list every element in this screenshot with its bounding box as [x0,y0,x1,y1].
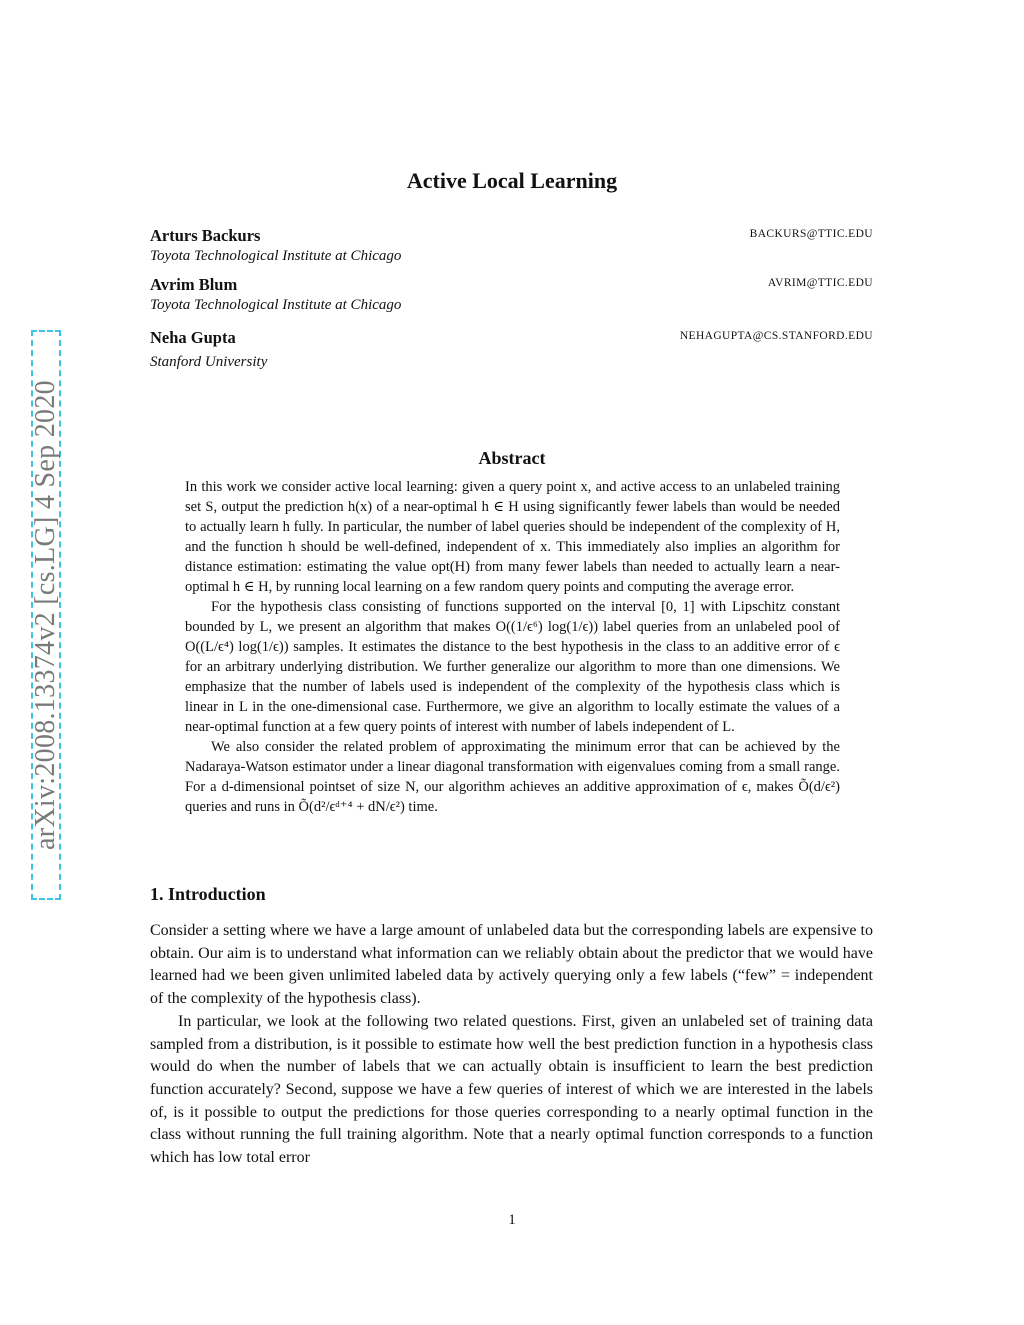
page-number: 1 [508,1212,516,1228]
paper-title: Active Local Learning [406,168,618,193]
abstract-paragraph: For the hypothesis class consisting of functions supported on the interval [0, 1] with Lipschitz constant bounded by L, we present an algorithm that makes O((1/ϵ⁶) log(1/ϵ)) label queries from an unlabeled pool of O((L/ϵ⁴) log(1/ϵ)) samples. It estimates the distance to the best hypothesis in the class to an additive error of ϵ for an arbitrary underlying distribution. We further generalize our algorithm to more than one dimensions. We emphasize that the number of labels used is independent of the complexity of the hypothesis class which is linear in L in the one-dimensional case. Furthermore, we give an algorithm to locally estimate the values of a near-optimal function at a few query points of interest with number of labels independent of L. [185,599,840,735]
introduction-body [150,920,873,1170]
author-block [150,226,873,266]
author-affiliation: Stanford University [150,354,268,370]
body-paragraph: Consider a setting where we have a large amount of unlabeled data but the corresponding labels are expensive to obtain. Our aim is to understand what information can we reliably obtain about the predictor that we would have learned had we been given unlimited labeled data by actively querying only a few labels (“few” = independent of the complexity of the hypothesis class). [150,922,873,1008]
author-name: Neha Gupta [150,328,236,347]
author-email: AVRIM@TTIC.EDU [767,277,873,289]
abstract-paragraph: In this work we consider active local learning: given a query point x, and active access to an unlabeled training set S, output the prediction h(x) of a near-optimal h ∈ H using significantly fewer labels than would be needed to actually learn h fully. In particular, the number of label queries should be independent of the complexity of H, and the function h should be well-defined, independent of x. This immediately also implies an algorithm for distance estimation: estimating the value opt(H) from many fewer labels than needed to actually learn a near-optimal h ∈ H, by running local learning on a few random query points and computing the average error. [185,479,840,595]
section-heading: 1. Introduction [150,884,266,904]
abstract-heading: Abstract [478,448,546,468]
author-affiliation: Toyota Technological Institute at Chicago [150,297,402,313]
arxiv-stamp: arXiv:2008.13374v2 [cs.LG] 4 Sep 2020 [30,380,61,850]
author-email: NEHAGUPTA@CS.STANFORD.EDU [679,330,873,342]
author-name: Avrim Blum [150,275,238,294]
author-block [150,275,873,315]
body-paragraph: In particular, we look at the following two related questions. First, given an unlabeled set of training data sampled from a distribution, is it possible to estimate how well the best prediction function in a hypothesis class would do when the number of labels that we can actually obtain is insufficient to learn the best prediction function accurately? Second, suppose we have a few queries of interest of which we are interested in the labels of, is it possible to output the predictions for those queries corresponding to a nearly optimal function in the class without running the full training algorithm. Note that a nearly optimal function corresponds to a function which has low total error [150,1012,873,1167]
author-email: BACKURS@TTIC.EDU [749,228,873,240]
abstract-body [185,477,840,817]
author-block [150,328,873,372]
author-affiliation: Toyota Technological Institute at Chicago [150,248,402,264]
abstract-paragraph: We also consider the related problem of approximating the minimum error that can be achieved by the Nadaraya-Watson estimator under a linear diagonal transformation with eigenvalues coming from a small range. For a d-dimensional pointset of size N, our algorithm achieves an additive approximation of ϵ, makes Õ(d/ϵ²) queries and runs in Õ(d²/ϵᵈ⁺⁴ + dN/ϵ²) time. [185,739,840,815]
author-name: Arturs Backurs [150,226,261,245]
